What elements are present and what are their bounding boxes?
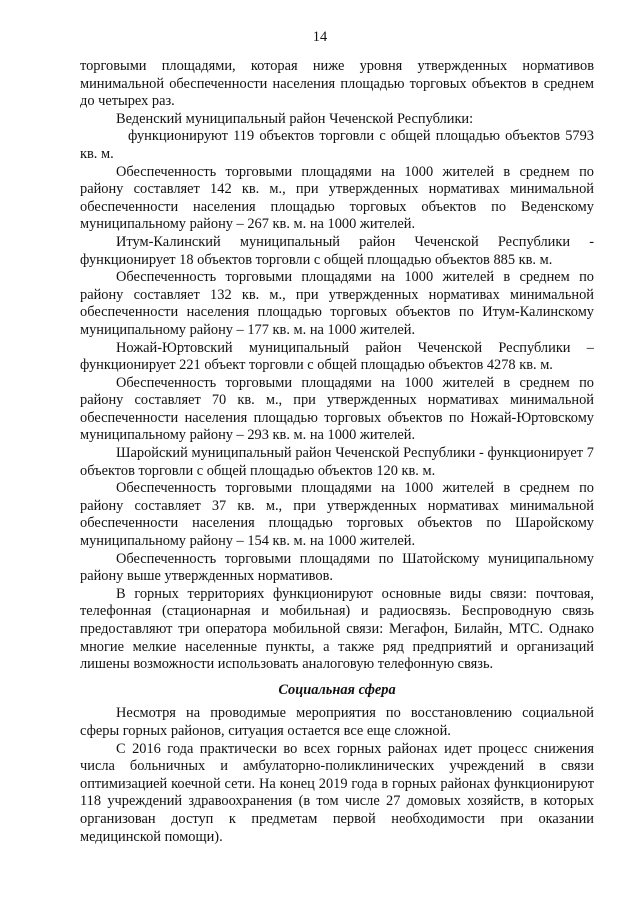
paragraph-healthcare: С 2016 года практически во всех горных районах идет процесс снижения числа больничных и амбулаторно-поликлинических учреждений в связи оптимизацией коечной сети. На конец 2019 года в горных районах функционируют 118 учреждений здравоохранения (в том числе 27 домовых хозяйств, в которых организован доступ к предметам первой необходимости при оказании медицинской помощи). — [80, 740, 594, 845]
paragraph-itum-kali-provision: Обеспеченность торговыми площадями на 1000 жителей в среднем по району составляет 132 кв. м., при утвержденных нормативах минимальной обеспеченности населения площадью торговых объектов по Итум-Калинскому муниципальному району – 177 кв. м. на 1000 жителей. — [80, 269, 594, 338]
paragraph-shatoy-provision: Обеспеченность торговыми площадями по Шатойскому муниципальному району выше утвержденных нормативов. — [80, 550, 594, 585]
paragraph-sharoy-provision: Обеспеченность торговыми площадями на 1000 жителей в среднем по району составляет 37 кв. м., при утвержденных нормативах минимальной обеспеченности населения площадью торговых объектов по Шаройскому муниципальному району – 154 кв. м. на 1000 жителей. — [80, 480, 594, 550]
paragraph-itum-kali-objects: Итум-Калинский муниципальный район Чеченской Республики - функционирует 18 объектов торговли с общей площадью объектов 885 кв. м. — [80, 233, 594, 268]
page-number: 14 — [312, 29, 328, 45]
paragraph-nozhai-yurt-provision: Обеспеченность торговыми площадями на 1000 жителей в среднем по району составляет 70 кв. м., при утвержденных нормативах минимальной обеспеченности населения площадью торговых объектов по Ножай-Юртовскому муниципальному району – 293 кв. м. на 1000 жителей. — [80, 374, 594, 444]
paragraph-intro-continuation: торговыми площадями, которая ниже уровня утвержденных нормативов минимальной обеспеченности населения площадью торговых объектов в среднем до четырех раз. — [80, 58, 594, 110]
paragraph-sharoy-objects: Шаройский муниципальный район Чеченской Республики - функционирует 7 объектов торговли с общей площадью объектов 120 кв. м. — [80, 445, 594, 479]
paragraph-social-intro: Несмотря на проводимые мероприятия по восстановлению социальной сферы горных районов, ситуация остается все еще сложной. — [80, 705, 594, 739]
paragraph-nozhai-yurt-objects: Ножай-Юртовский муниципальный район Чеченской Республики – функционирует 221 объект торговли с общей площадью объектов 4278 кв. м. — [80, 339, 594, 374]
paragraph-vedeno-heading: Веденский муниципальный район Чеченской Республики: — [116, 110, 474, 127]
paragraph-vedeno-objects: функционируют 119 объектов торговли с общей площадью объектов 5793 кв. м. — [80, 128, 594, 162]
document-body — [80, 58, 594, 846]
paragraph-vedeno-provision: Обеспеченность торговыми площадями на 1000 жителей в среднем по району составляет 142 кв. м., при утвержденных нормативах минимальной обеспеченности населения площадью торговых объектов по Веденскому муниципальному району – 267 кв. м. на 1000 жителей. — [80, 163, 594, 233]
paragraph-communications: В горных территориях функционируют основные виды связи: почтовая, телефонная (стационарная и мобильная) и радиосвязь. Беспроводную связь предоставляют три оператора мобильной связи: Мегафон, Билайн, МТС. Однако многие мелкие населенные пункты, а также ряд предприятий и организаций лишены возможности использовать аналоговую телефонную связь. — [80, 585, 594, 673]
section-heading-social: Социальная сфера — [278, 681, 396, 698]
